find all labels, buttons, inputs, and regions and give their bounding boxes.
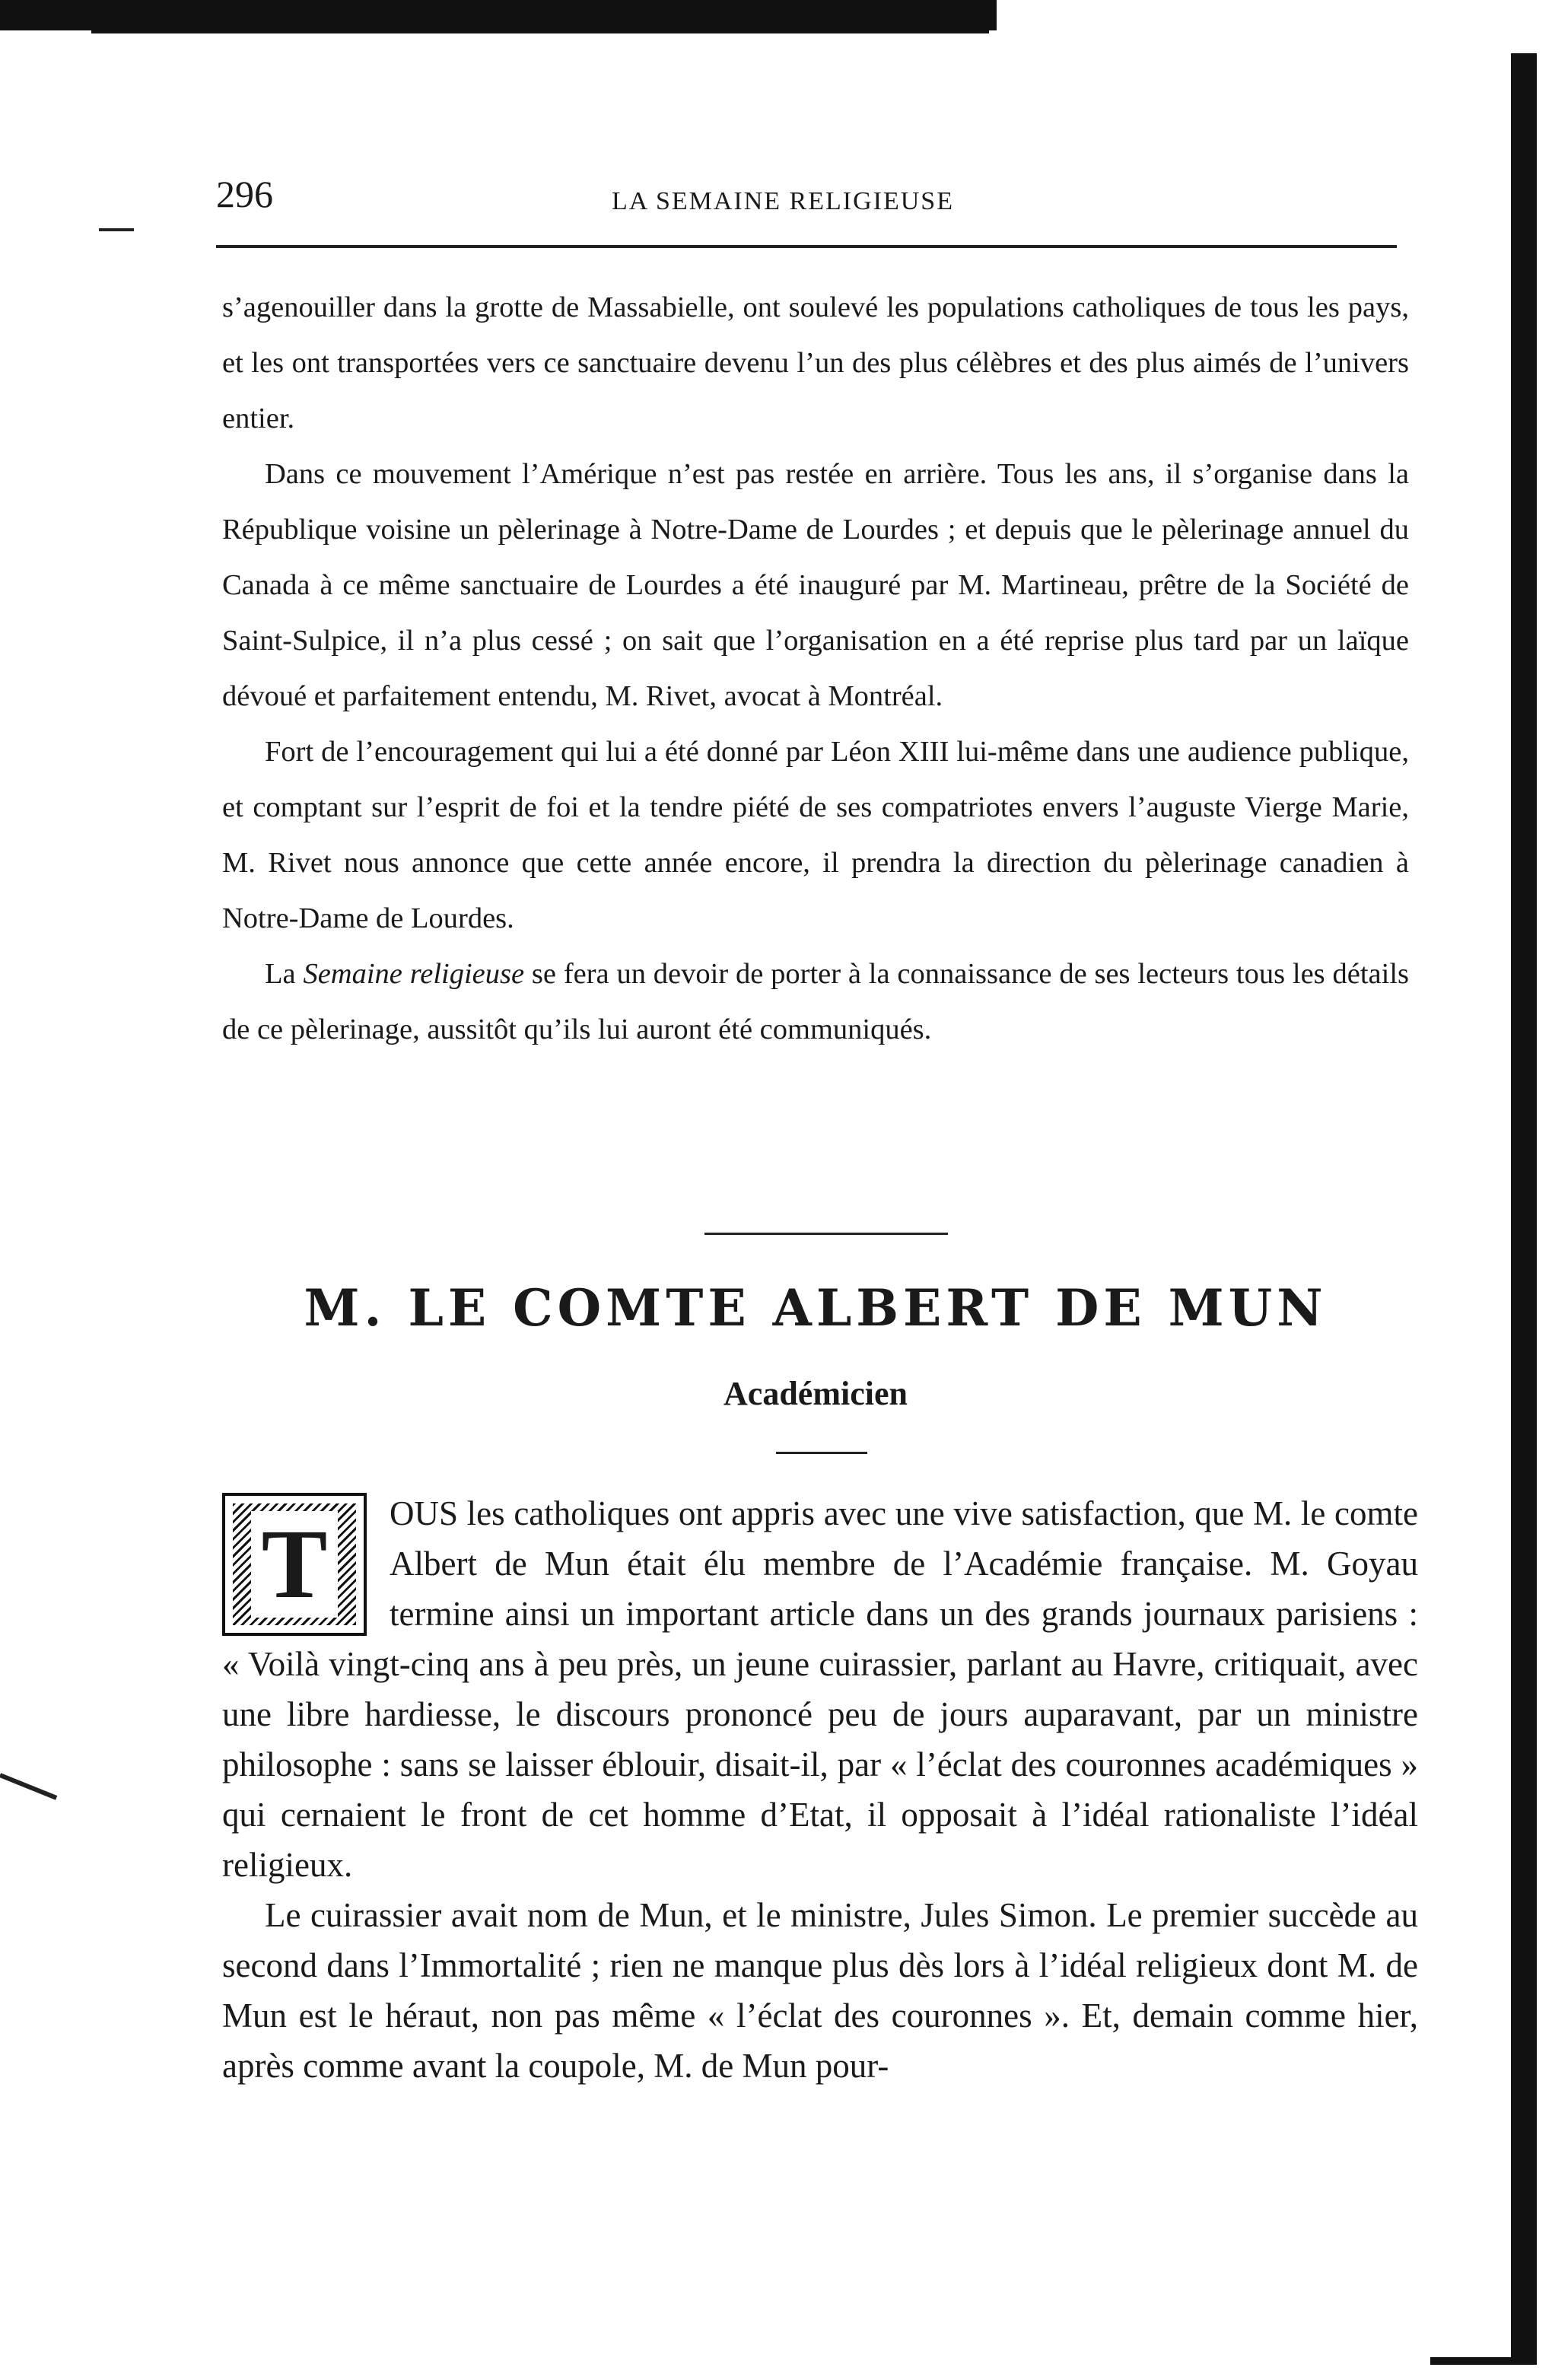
section-separator <box>704 1233 948 1235</box>
paragraph-2: Dans ce mouvement l’Amérique n’est pas restée en arrière. Tous les ans, il s’organise dans la République voisine un pèlerinage à Notre-Dame de Lourdes ; et depuis que le pèlerinage annuel du Canada à ce même sanctuaire de Lourdes a été inauguré par M. Martineau, prêtre de la Société de Saint-Sulpice, il n’a plus cessé ; on sait que l’organisation en a été reprise plus tard par un laïque dévoué et parfaitement entendu, M. Rivet, avocat à Montréal. <box>222 458 1409 712</box>
subtitle-rule <box>776 1452 867 1454</box>
body-text <box>222 280 1409 1058</box>
paragraph-4-prefix: La <box>265 958 304 990</box>
scan-border-top-line <box>91 29 989 33</box>
article-paragraph-1-text: OUS les catholiques ont appris avec une vive satisfaction, que M. le comte Albert de Mun était élu membre de l’Académie française. M. Goyau termine ainsi un important article dans un des grands journaux parisiens : « Voilà vingt-cinq ans à peu près, un jeune cuirassier, parlant au Havre, critiquait, avec une libre hardiesse, le discours prononcé peu de jours auparavant, par un ministre philosophe : sans se laisser éblouir, disait-il, par « l’éclat des couronnes académiques » qui cernaient le front de cet homme d’Etat, il opposait à l’idéal rationaliste l’idéal religieux. <box>222 1494 1418 1884</box>
dropcap-ornament <box>233 1503 356 1625</box>
paragraph-4 <box>222 947 1409 1058</box>
article <box>222 1488 1418 2091</box>
section-title: M. LE COMTE ALBERT DE MUN <box>304 1278 1328 1338</box>
ornamental-dropcap <box>222 1493 367 1636</box>
scan-border-bottom <box>1430 2357 1537 2365</box>
scan-mark-notch <box>0 1773 57 1800</box>
dropcap-letter: T <box>251 1511 339 1618</box>
journal-title-italic: Semaine religieuse <box>303 958 525 990</box>
scan-mark-left <box>99 228 134 231</box>
scan-border-top <box>0 0 997 30</box>
running-head: LA SEMAINE RELIGIEUSE <box>612 187 954 215</box>
paragraph-4-suffix: se fera un devoir de porter à la connaissance de ses lecteurs tous les détails de ce pèlerinage, aussitôt qu’ils lui auront été communiqués. <box>222 958 1409 1045</box>
header-rule <box>216 245 1397 248</box>
page-number: 296 <box>216 173 273 215</box>
paragraph-3: Fort de l’encouragement qui lui a été donné par Léon XIII lui-même dans une audience publique, et comptant sur l’esprit de foi et la tendre piété de ses compatriotes envers l’auguste Vierge Marie, M. Rivet nous annonce que cette année encore, il prendra la direction du pèlerinage canadien à Notre-Dame de Lourdes. <box>222 736 1409 934</box>
article-paragraph-1 <box>222 1488 1418 1890</box>
paragraph-1: s’agenouiller dans la grotte de Massabielle, ont soulevé les populations catholiques de tous les pays, et les ont transportées vers ce sanctuaire devenu l’un des plus célèbres et des plus aimés de l’univers entier. <box>222 291 1409 434</box>
page-header <box>216 166 1388 227</box>
section-subtitle: Académicien <box>724 1375 908 1412</box>
article-paragraph-2: Le cuirassier avait nom de Mun, et le ministre, Jules Simon. Le premier succède au second dans l’Immortalité ; rien ne manque plus dès lors à l’idéal religieux dont M. de Mun est le héraut, non pas même « l’éclat des couronnes ». Et, demain comme hier, après comme avant la coupole, M. de Mun pour- <box>222 1896 1418 2085</box>
scan-border-right <box>1511 53 1537 2359</box>
